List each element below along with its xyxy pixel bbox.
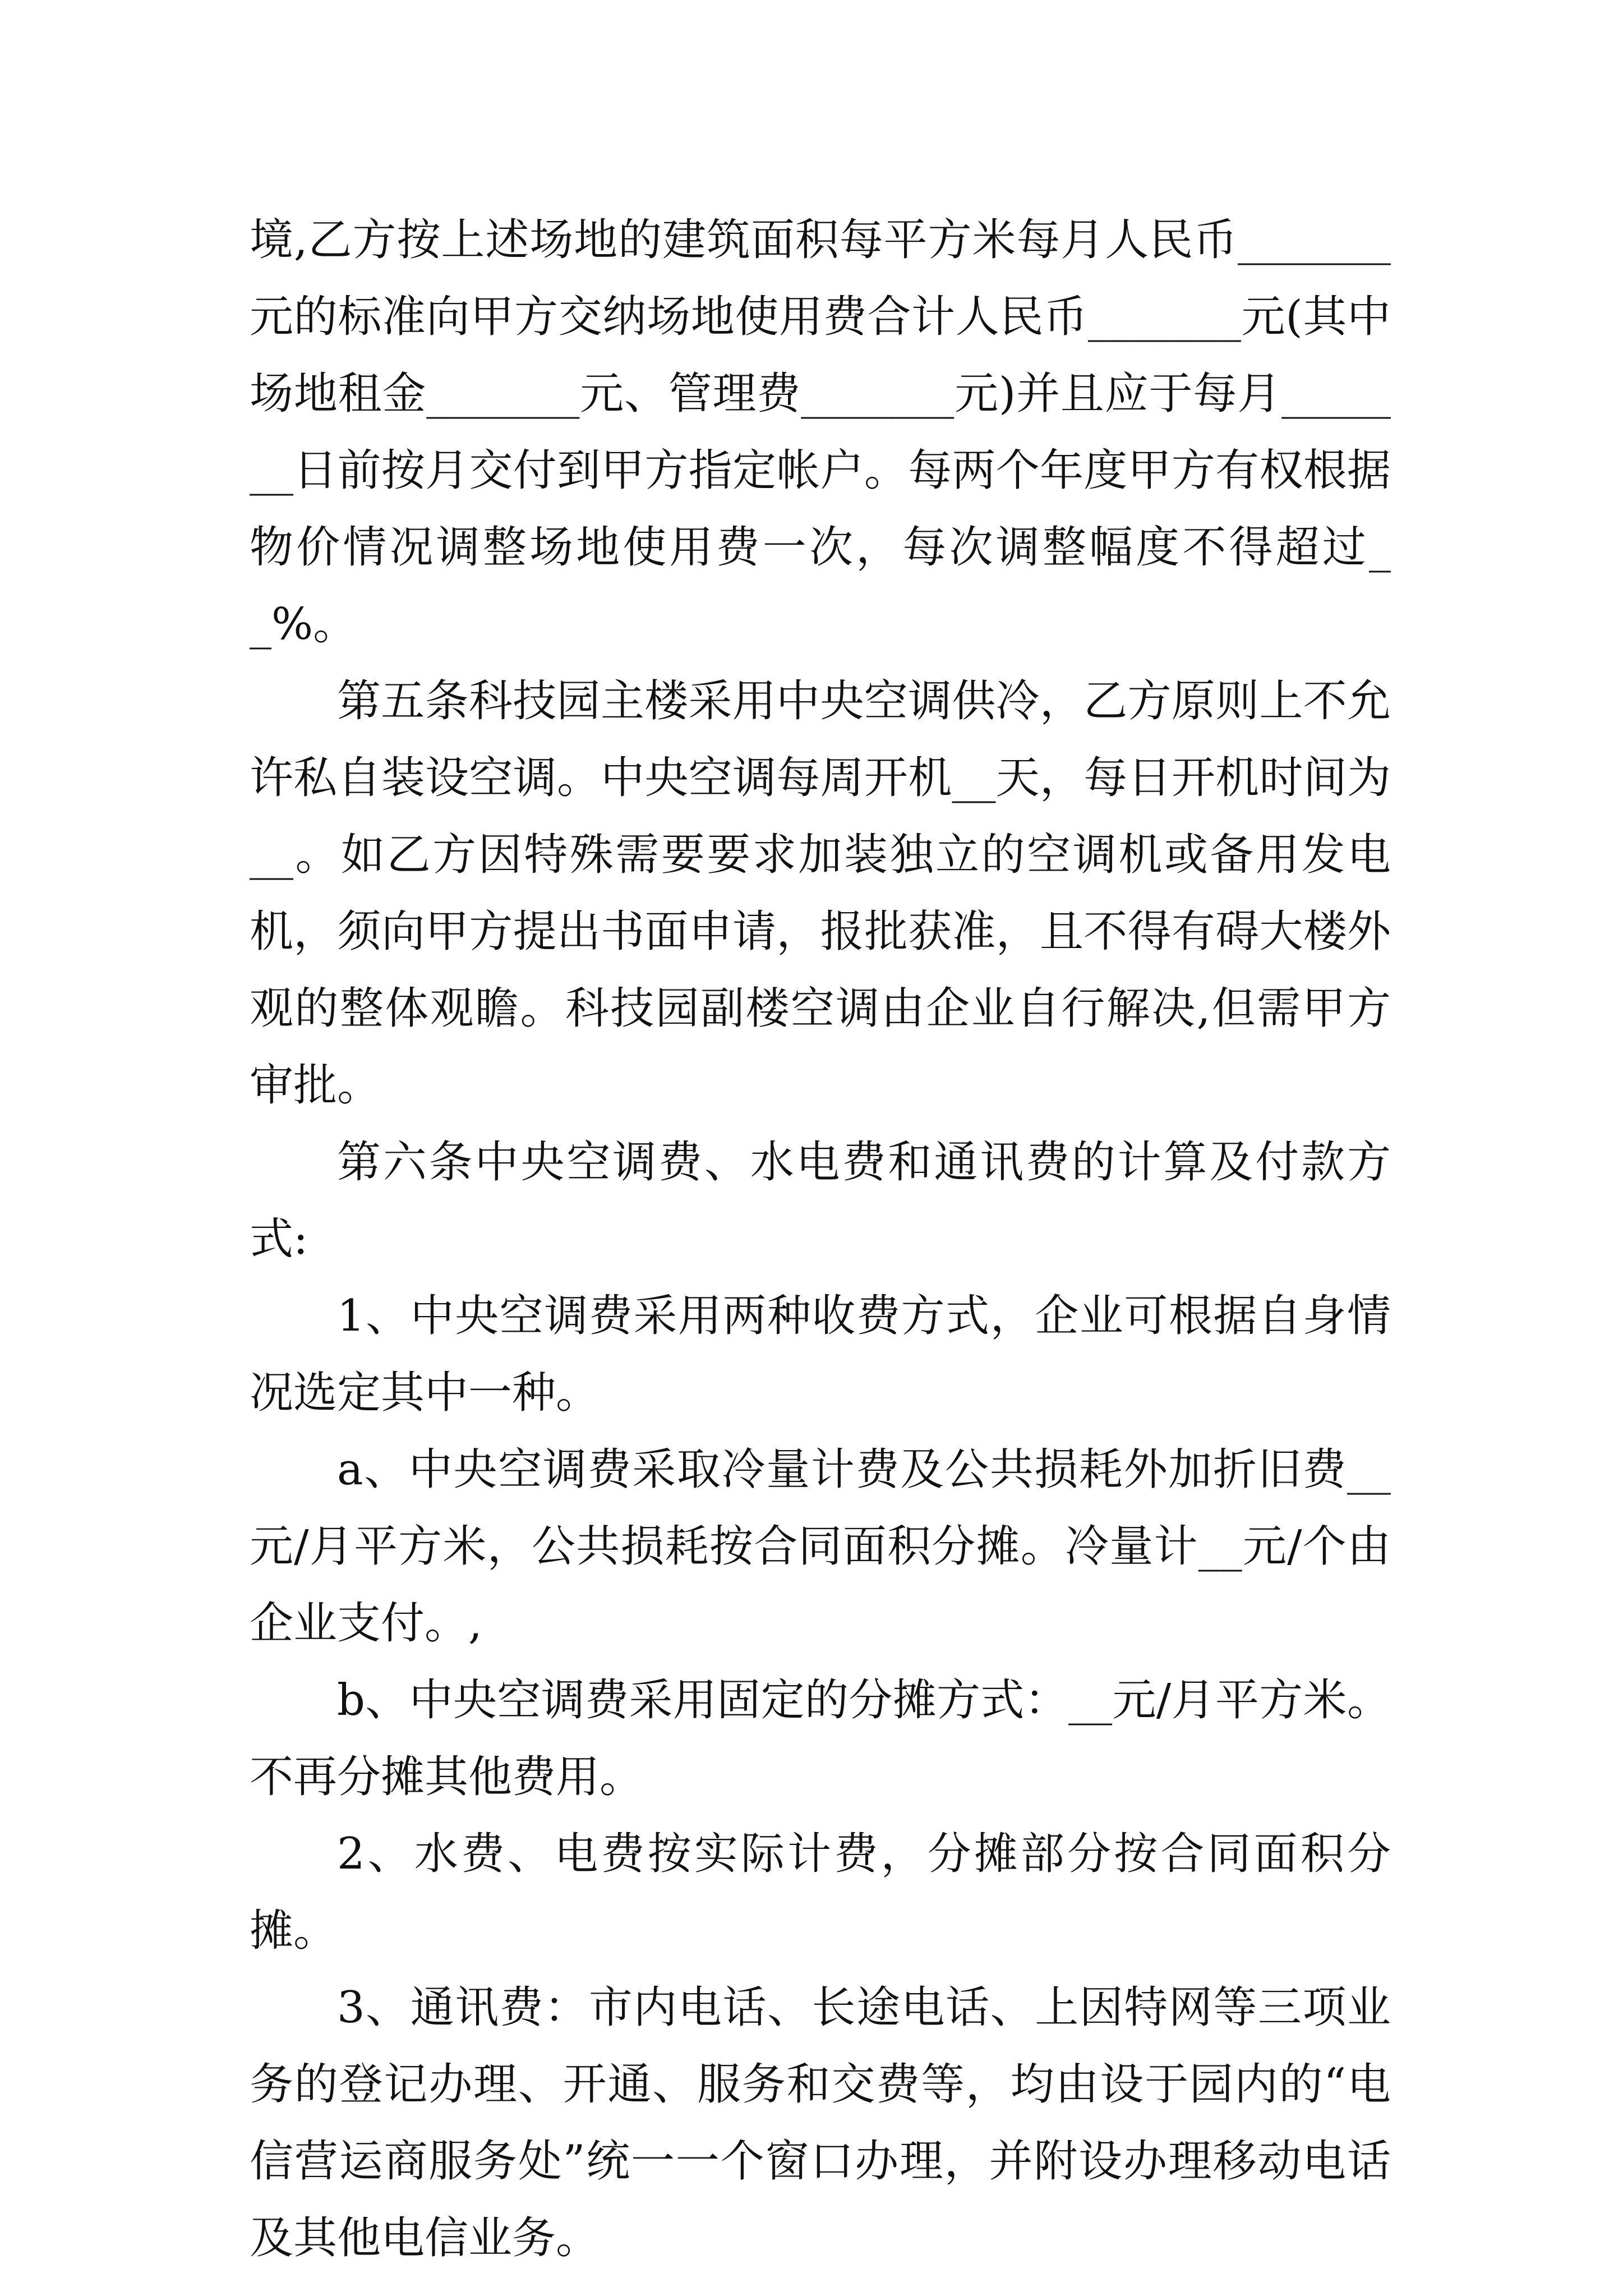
paragraph-item-3: 3、通讯费：市内电话、长途电话、上因特网等三项业务的登记办理、开通、服务和交费等，均由设于园内的“电信营运商服务处”统一一个窗口办理，并附设办理移动电话及其他电信业务。 [250, 1982, 1391, 2263]
paragraph-item-2: 2、水费、电费按实际计费，分摊部分按合同面积分摊。 [250, 1829, 1391, 1956]
paragraph-article-6-heading: 第六条中央空调费、水电费和通讯费的计算及付款方式: [250, 1137, 1391, 1264]
document-body [250, 202, 1391, 2277]
paragraph-item-b: b、中央空调费采用固定的分摊方式：__元/月平方米。不再分摊其他费用。 [250, 1675, 1391, 1802]
paragraph-article-5-air-conditioning: 第五条科技园主楼采用中央空调供冷，乙方原则上不允许私自装设空调。中央空调每周开机__天，每日开机时间为__。如乙方因特殊需要要求加装独立的空调机或备用发电机，须向甲方提出书面申请，报批获准，且不得有碍大楼外观的整体观瞻。科技园副楼空调由企业自行解决,但需甲方审批。 [250, 676, 1391, 1111]
paragraph-item-1: 1、中央空调费采用两种收费方式，企业可根据自身情况选定其中一种。 [250, 1291, 1391, 1418]
paragraph-item-a: a、中央空调费采取冷量计费及公共损耗外加折旧费__元/月平方米，公共损耗按合同面积分摊。冷量计__元/个由企业支付。, [250, 1444, 1391, 1649]
paragraph-rent-fees: 境,乙方按上述场地的建筑面积每平方米每月人民币_______元的标准向甲方交纳场地使用费合计人民币_______元(其中场地租金_______元、管理费_______元)并且应于每月_______日前按月交付到甲方指定帐户。每两个年度甲方有权根据物价情况调整场地使用费一次，每次调整幅度不得超过__%。 [250, 215, 1391, 650]
